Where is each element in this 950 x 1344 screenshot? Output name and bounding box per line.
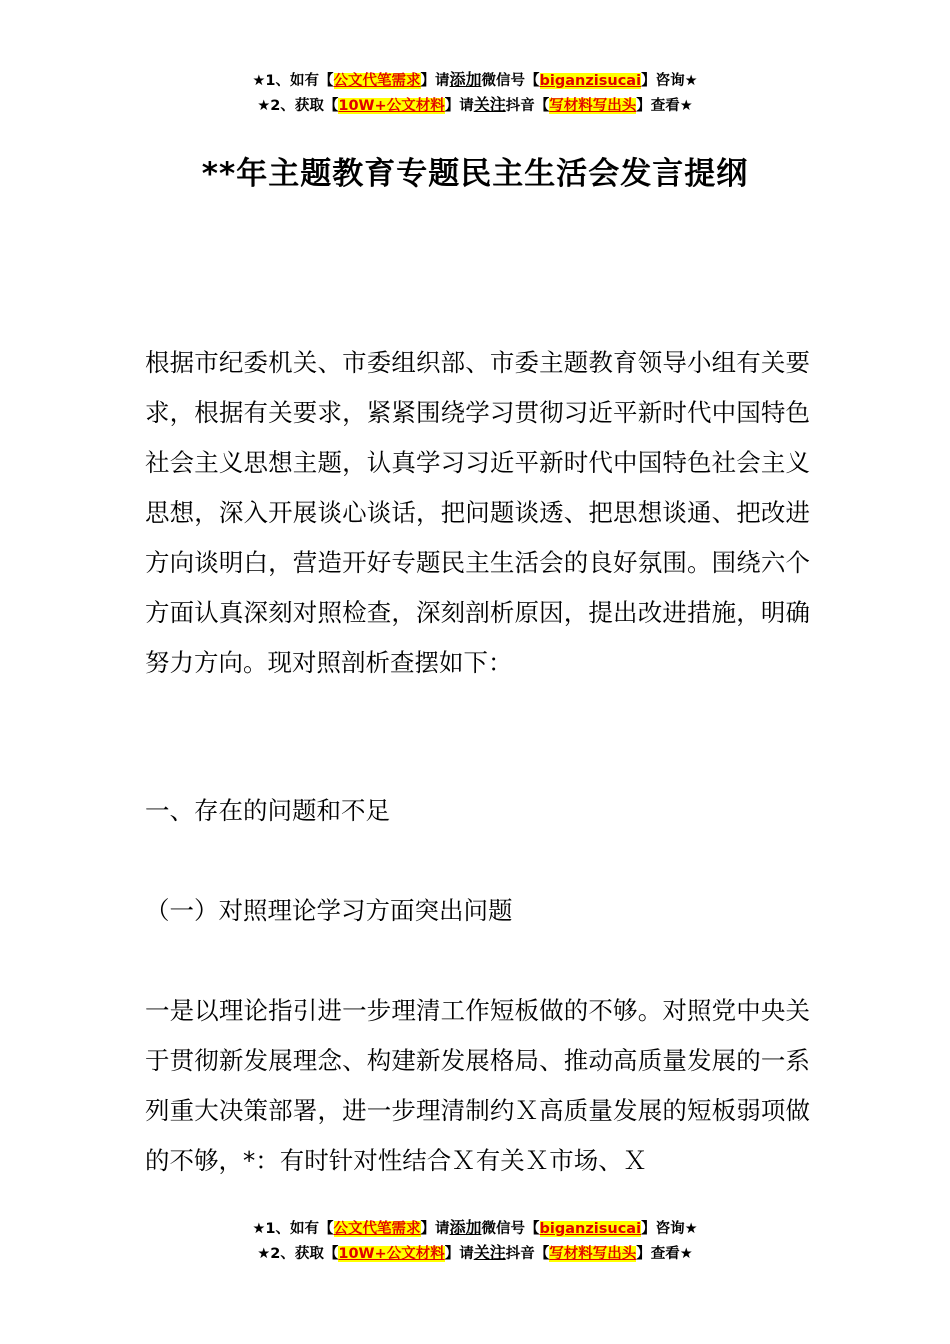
promo-emphasis: 关注 — [473, 95, 506, 114]
promo-highlight: biganzisucai — [539, 1221, 642, 1237]
header-promo-banner — [0, 68, 950, 118]
promo-line-2 — [0, 1241, 950, 1266]
item-paragraph-block — [145, 986, 810, 1186]
promo-highlight: 10W+公文材料 — [338, 1246, 445, 1262]
promo-text: ★1、如有【 — [252, 73, 334, 89]
item-paragraph: 一是以理论指引进一步理清工作短板做的不够。对照党中央关于贯彻新发展理念、构建新发展格局、推动高质量发展的一系列重大决策部署，进一步理清制约Ｘ高质量发展的短板弱项做的不够，*：有时针对性结合Ｘ有关Ｘ市场、Ｘ — [145, 996, 810, 1175]
promo-text: ★2、获取【 — [257, 1246, 339, 1262]
footer-promo-banner — [0, 1216, 950, 1266]
promo-highlight: 写材料写出头 — [549, 1246, 637, 1262]
promo-text: 】查看★ — [636, 1246, 693, 1262]
promo-text: 】咨询★ — [641, 1221, 698, 1237]
promo-text: 】请 — [444, 98, 474, 114]
promo-highlight: biganzisucai — [539, 73, 642, 89]
subsection-heading-block — [145, 886, 810, 936]
promo-text: ★2、获取【 — [257, 98, 339, 114]
promo-highlight: 公文代笔需求 — [333, 73, 421, 89]
intro-paragraph: 根据市纪委机关、市委组织部、市委主题教育领导小组有关要求，根据有关要求，紧紧围绕学习贯彻习近平新时代中国特色社会主义思想主题，认真学习习近平新时代中国特色社会主义思想，深入开展谈心谈话，把问题谈透、把思想谈通、把改进方向谈明白，营造开好专题民主生活会的良好氛围。围绕六个方面认真深刻对照检查，深刻剖析原因，提出改进措施，明确努力方向。现对照剖析查摆如下： — [145, 348, 810, 677]
promo-highlight: 公文代笔需求 — [333, 1221, 421, 1237]
promo-text: 】请 — [420, 73, 450, 89]
promo-line-2 — [0, 93, 950, 118]
subsection-heading: （一）对照理论学习方面突出问题 — [145, 896, 513, 925]
section-heading-block — [145, 786, 810, 836]
promo-emphasis: 添加 — [449, 1218, 482, 1237]
promo-text: 】请 — [444, 1246, 474, 1262]
promo-text: 】咨询★ — [641, 73, 698, 89]
intro-paragraph-block — [145, 338, 810, 688]
promo-highlight: 10W+公文材料 — [338, 98, 445, 114]
promo-emphasis: 添加 — [449, 70, 482, 89]
promo-text: 微信号【 — [481, 73, 540, 89]
document-title: **年主题教育专题民主生活会发言提纲 — [201, 156, 749, 192]
promo-text: 】请 — [420, 1221, 450, 1237]
promo-emphasis: 关注 — [473, 1243, 506, 1262]
promo-text: 抖音【 — [505, 1246, 550, 1262]
promo-line-1 — [0, 68, 950, 93]
promo-text: ★1、如有【 — [252, 1221, 334, 1237]
promo-highlight: 写材料写出头 — [549, 98, 637, 114]
promo-text: 微信号【 — [481, 1221, 540, 1237]
promo-line-1 — [0, 1216, 950, 1241]
promo-text: 抖音【 — [505, 98, 550, 114]
section-heading: 一、存在的问题和不足 — [145, 796, 390, 825]
promo-text: 】查看★ — [636, 98, 693, 114]
